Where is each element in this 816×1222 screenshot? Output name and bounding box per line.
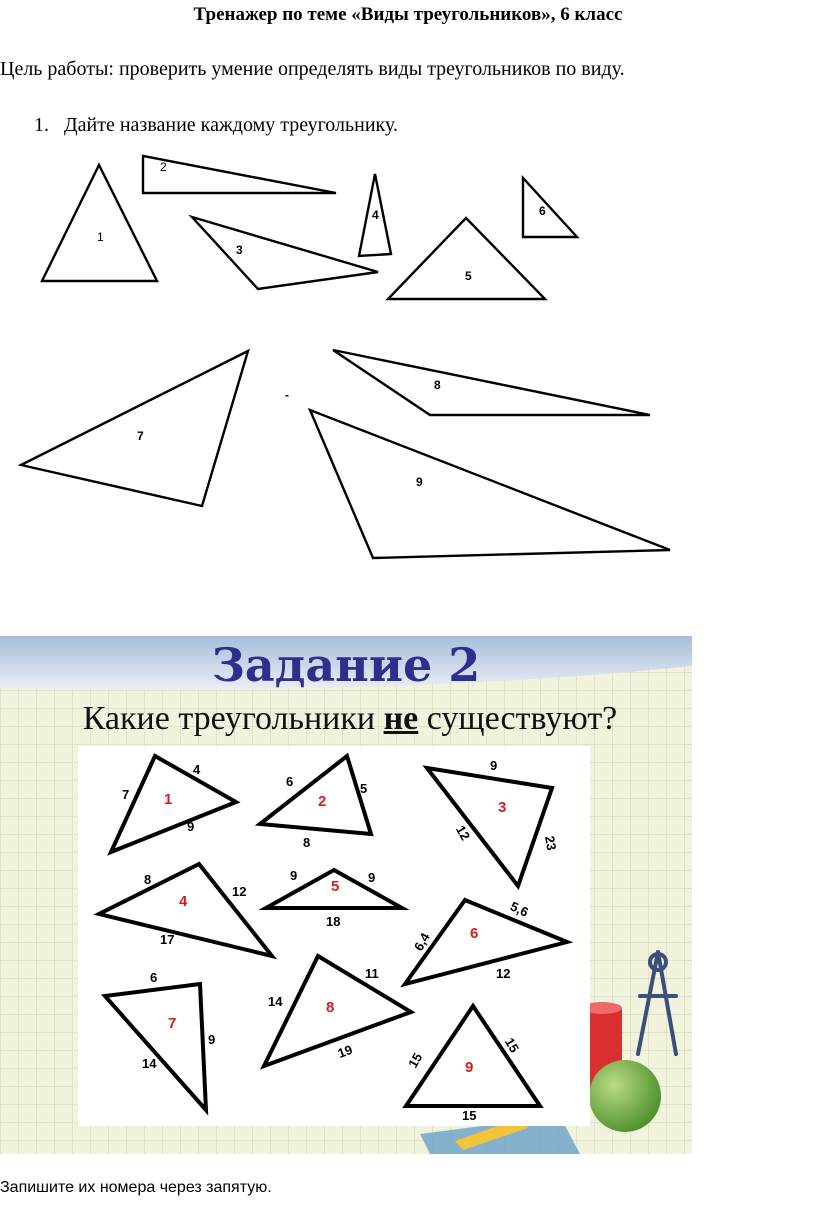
side-label: 8 — [144, 872, 152, 887]
side-label: 14 — [142, 1056, 157, 1071]
work-goal: Цель работы: проверить умение определять виды треугольников по виду. — [0, 58, 625, 80]
task-1-text: Дайте название каждому треугольнику. — [64, 114, 398, 136]
side-label: 9 — [368, 870, 376, 885]
triangle-1 — [42, 165, 157, 281]
side-label: 15 — [405, 1050, 426, 1071]
side-label: 5 — [360, 781, 368, 796]
side-label: 19 — [335, 1041, 355, 1061]
side-label: 4 — [193, 762, 201, 777]
triangle-9 — [310, 410, 670, 558]
triangle-6 — [523, 178, 577, 237]
side-label: 12 — [232, 884, 247, 899]
side-label: 9 — [490, 758, 498, 773]
label-9: 9 — [416, 475, 423, 489]
label-8: 8 — [434, 378, 441, 392]
task-1-heading — [34, 114, 398, 137]
task-1-triangles — [0, 140, 700, 580]
side-label: 9 — [187, 819, 195, 834]
triangle-5 — [388, 218, 545, 299]
side-label: 12 — [452, 822, 474, 843]
stray-mark: - — [285, 388, 289, 402]
side-label: 6 — [150, 970, 158, 985]
side-label: 8 — [303, 835, 311, 850]
side-label: 11 — [365, 966, 379, 981]
side-label: 7 — [122, 787, 130, 802]
label-6: 6 — [539, 204, 546, 218]
footer-instruction: Запишите их номера через запятую. — [0, 1179, 272, 1196]
side-label: 9 — [290, 868, 298, 883]
side-label: 17 — [160, 932, 175, 947]
label-7: 7 — [137, 429, 144, 443]
page-title: Тренажер по теме «Виды треугольников», 6 класс — [193, 4, 623, 25]
triangle-3 — [192, 217, 378, 289]
side-label: 9 — [208, 1032, 216, 1047]
triangle-7 — [21, 351, 248, 506]
side-label: 15 — [501, 1035, 523, 1056]
question-start: Какие треугольники — [82, 700, 384, 737]
side-label: 18 — [326, 914, 341, 929]
slide-number-5: 5 — [331, 878, 340, 895]
triangle-8 — [333, 350, 650, 415]
slide-number-1: 1 — [164, 791, 173, 808]
slide-number-4: 4 — [179, 893, 188, 910]
label-3: 3 — [236, 243, 243, 257]
slide-number-3: 3 — [498, 799, 507, 816]
side-label: 15 — [462, 1108, 477, 1123]
slide-number-9: 9 — [465, 1059, 474, 1076]
label-4: 4 — [372, 208, 379, 222]
task-1-number: 1. — [34, 114, 49, 136]
slide-title: Задание 2 — [211, 638, 481, 692]
triangle-2 — [143, 156, 336, 193]
question-negation: не — [383, 700, 419, 737]
label-1: 1 — [97, 230, 104, 244]
slide-number-2: 2 — [318, 793, 327, 810]
slide-number-7: 7 — [168, 1015, 177, 1032]
label-2: 2 — [160, 160, 167, 174]
side-label: 6,4 — [410, 930, 433, 954]
side-label: 6 — [286, 774, 294, 789]
label-5: 5 — [465, 269, 472, 283]
slide-number-8: 8 — [326, 999, 335, 1016]
side-label: 5,6 — [507, 898, 531, 920]
side-label: 14 — [268, 994, 283, 1009]
slide-question — [0, 700, 700, 738]
side-label: 23 — [542, 834, 560, 852]
slide-number-6: 6 — [470, 925, 479, 942]
side-label: 12 — [496, 966, 511, 981]
question-end: существуют? — [418, 700, 618, 737]
